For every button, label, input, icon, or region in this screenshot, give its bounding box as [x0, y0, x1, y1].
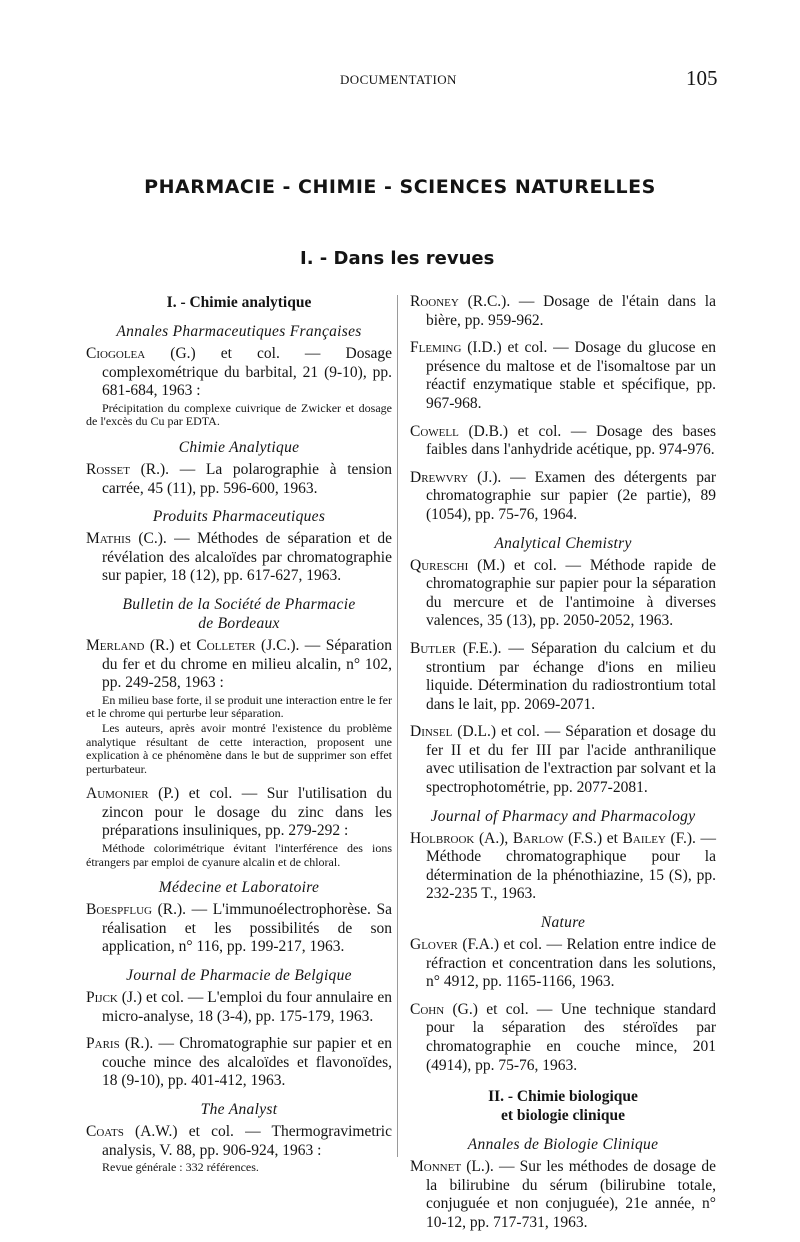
entry-author: Glover [410, 936, 458, 954]
running-head: DOCUMENTATION [340, 72, 457, 87]
entry-text: (A.W.) et col. — Thermogravimetric analysis, V. 88, pp. 906-924, 1963 : [102, 1123, 392, 1159]
bibliography-entry [410, 293, 716, 330]
entry-text: (R.). — La polarographie à tension carrée, 45 (11), pp. 596-600, 1963. [102, 460, 392, 497]
entry-author: Fleming [410, 339, 462, 357]
bibliography-entry [86, 1035, 392, 1091]
entry-text: (R.). — Chromatographie sur papier et en couche mince des alcaloïdes et flavonoïdes, 18 (9-10), pp. 401-412, 1963. [102, 1035, 392, 1090]
page-number: 105 [686, 66, 718, 90]
entry-text: (F.S.) et [563, 829, 623, 847]
column-divider [397, 295, 398, 1157]
entry-text: (J.). — Examen des détergents par chromatographie sur papier (2e partie), 89 (1054), pp. 75-76, 1964. [426, 468, 716, 523]
entry-text: (D.B.) et col. — Dosage des bases faibles dans l'anhydride acétique, pp. 974-976. [426, 422, 716, 459]
bibliography-entry [86, 345, 392, 429]
left-column [86, 293, 392, 1184]
entry-author: Qureschi [410, 556, 469, 574]
entry-author: Monnet [410, 1158, 462, 1176]
entry-author: Boespflug [86, 901, 152, 919]
heading-chimie-analytique: I. - Chimie analytique [166, 294, 312, 311]
bibliography-entry [86, 1123, 392, 1175]
entry-text: (J.C.). — Séparation du fer et du chrome en milieu alcalin, n° 102, pp. 249-258, 1963 : [102, 636, 392, 692]
page-header [0, 66, 800, 96]
entry-author: Dinsel [410, 723, 453, 741]
entry-author: Butler [410, 639, 456, 657]
heading-chimie-biologique [410, 1087, 716, 1125]
bibliography-entry [410, 723, 716, 797]
bibliography-entry [410, 640, 716, 714]
entry-text: (R.). — L'immunoélectrophorèse. Sa réalisation et les possibilités de son application, n° 116, pp. 199-217, 1963. [102, 901, 392, 956]
journal-title: Journal of Pharmacy and Pharmacology [430, 807, 696, 825]
bibliography-entry [86, 901, 392, 957]
entry-author: Cohn [410, 1000, 445, 1018]
entry-author: Coats [86, 1123, 124, 1140]
entry-note: Revue générale : 332 références. [102, 1160, 259, 1175]
entry-note: Les auteurs, après avoir montré l'existence du problème analytique résultant de cette interaction, proposent une explication à ce phénomène dans le but de supprimer son effet perturbateur. [86, 720, 392, 776]
journal-title: Produits Pharmaceutiques [152, 508, 326, 526]
journal-title [86, 595, 392, 633]
subsection-title: I. - Dans les revues [300, 248, 495, 269]
bibliography-entry [410, 469, 716, 525]
bibliography-entry [410, 1158, 716, 1232]
journal-title: Annales Pharmaceutiques Françaises [116, 323, 362, 340]
entry-author: Pijck [86, 989, 118, 1007]
entry-author: Ciogolea [86, 345, 146, 362]
bibliography-entry [410, 339, 716, 413]
entry-text: (F.). — Méthode chromatographique pour la détermination de la phénothiazine, 15 (S), pp. 232-235 T., 1963. [426, 829, 716, 903]
bibliography-entry [410, 830, 716, 904]
entry-note: En milieu base forte, il se produit une interaction entre le fer et le chrome qui perturbe leur séparation. [86, 692, 392, 721]
bibliography-entry [410, 936, 716, 992]
entry-text: (G.) et col. — Dosage complexométrique du barbital, 21 (9-10), pp. 681-684, 1963 : [102, 345, 392, 400]
entry-text: (R.C.). — Dosage de l'étain dans la bière, pp. 959-962. [426, 293, 716, 329]
entry-text: (R.) et [144, 636, 197, 654]
entry-text: (I.D.) et col. — Dosage du glucose en présence du maltose et de l'isomaltose par un réactif enzymatique stable et spécifique, pp. 967-968. [426, 339, 716, 412]
journal-title: Chimie Analytique [178, 438, 300, 456]
entry-author: Paris [86, 1035, 120, 1053]
entry-author: Drewvry [410, 468, 469, 486]
entry-author: Cowell [410, 422, 459, 440]
entry-author: Holbrook [410, 829, 475, 847]
entry-text: (F.A.) et col. — Relation entre indice de réfraction et concentration dans les solutions, n° 4912, pp. 1165-1166, 1963. [426, 936, 716, 991]
bibliography-entry [86, 989, 392, 1026]
heading-line: et biologie clinique [501, 1107, 625, 1125]
entry-text: (F.E.). — Séparation du calcium et du strontium par échange d'ions en milieu liquide. Détermination du radiostrontium total dans le lait, pp. 2069-2071. [426, 639, 716, 713]
journal-title-line: Bulletin de la Société de Pharmacie [122, 595, 356, 613]
entry-author: Bailey [622, 829, 666, 847]
entry-text: (L.). — Sur les méthodes de dosage de la bilirubine du sérum (bilirubine totale, conjuguée et non conjuguée), 21e année, n° 10-12, pp. 717-731, 1963. [426, 1158, 716, 1231]
bibliography-entry [410, 1001, 716, 1075]
entry-text: (J.) et col. — L'emploi du four annulaire en micro-analyse, 18 (3-4), pp. 175-179, 1963. [102, 989, 392, 1025]
entry-note: Précipitation du complexe cuivrique de Zwicker et dosage de l'excès du Cu par EDTA. [86, 400, 392, 429]
entry-text: (C.). — Méthodes de séparation et de révélation des alcaloïdes par chromatographie sur papier, 18 (12), pp. 617-627, 1963. [102, 530, 392, 585]
entry-author: Rosset [86, 460, 130, 478]
bibliography-entry [86, 530, 392, 586]
journal-title: The Analyst [200, 1101, 278, 1118]
journal-title: Nature [540, 914, 586, 932]
entry-text: (D.L.) et col. — Séparation et dosage du fer II et du fer III par l'acide anthranilique avec utilisation de l'extraction par solvant et la spectrophotométrie, pp. 2077-2081. [426, 723, 716, 797]
journal-title: Analytical Chemistry [494, 534, 632, 552]
journal-title: Médecine et Laboratoire [158, 879, 320, 897]
journal-title-line: de Bordeaux [198, 614, 280, 632]
bibliography-entry [86, 461, 392, 498]
bibliography-entry [86, 637, 392, 776]
right-column [410, 293, 716, 1242]
journal-title: Journal de Pharmacie de Belgique [126, 967, 352, 985]
entry-author: Merland [86, 636, 145, 654]
section-title: PHARMACIE - CHIMIE - SCIENCES NATURELLES [144, 176, 656, 198]
entry-text: (M.) et col. — Méthode rapide de chromatographie sur papier pour la séparation du mercure et de l'antimoine à diverses valences, 35 (13), pp. 2050-2052, 1963. [426, 556, 716, 630]
entry-note: Méthode colorimétrique évitant l'interférence des ions étrangers par emploi de cyanure alcalin et de chloral. [86, 841, 392, 869]
entry-text: (P.) et col. — Sur l'utilisation du zincon pour le dosage du zinc dans les préparations insuliniques, pp. 279-292 : [102, 785, 392, 840]
entry-author: Aumonier [86, 785, 149, 803]
entry-text: (G.) et col. — Une technique standard pour la séparation des stéroïdes par chromatographie en couche mince, 201 (4914), pp. 75-76, 1963. [426, 1000, 716, 1074]
entry-author: Rooney [410, 293, 459, 310]
entry-author: Mathis [86, 530, 131, 548]
bibliography-entry [410, 423, 716, 460]
entry-author: Colleter [196, 636, 256, 654]
heading-line: II. - Chimie biologique [488, 1088, 638, 1106]
bibliography-entry [86, 785, 392, 869]
journal-title: Annales de Biologie Clinique [467, 1136, 659, 1154]
bibliography-entry [410, 557, 716, 631]
entry-author: Barlow [512, 829, 564, 847]
entry-text: (A.), [474, 829, 513, 847]
